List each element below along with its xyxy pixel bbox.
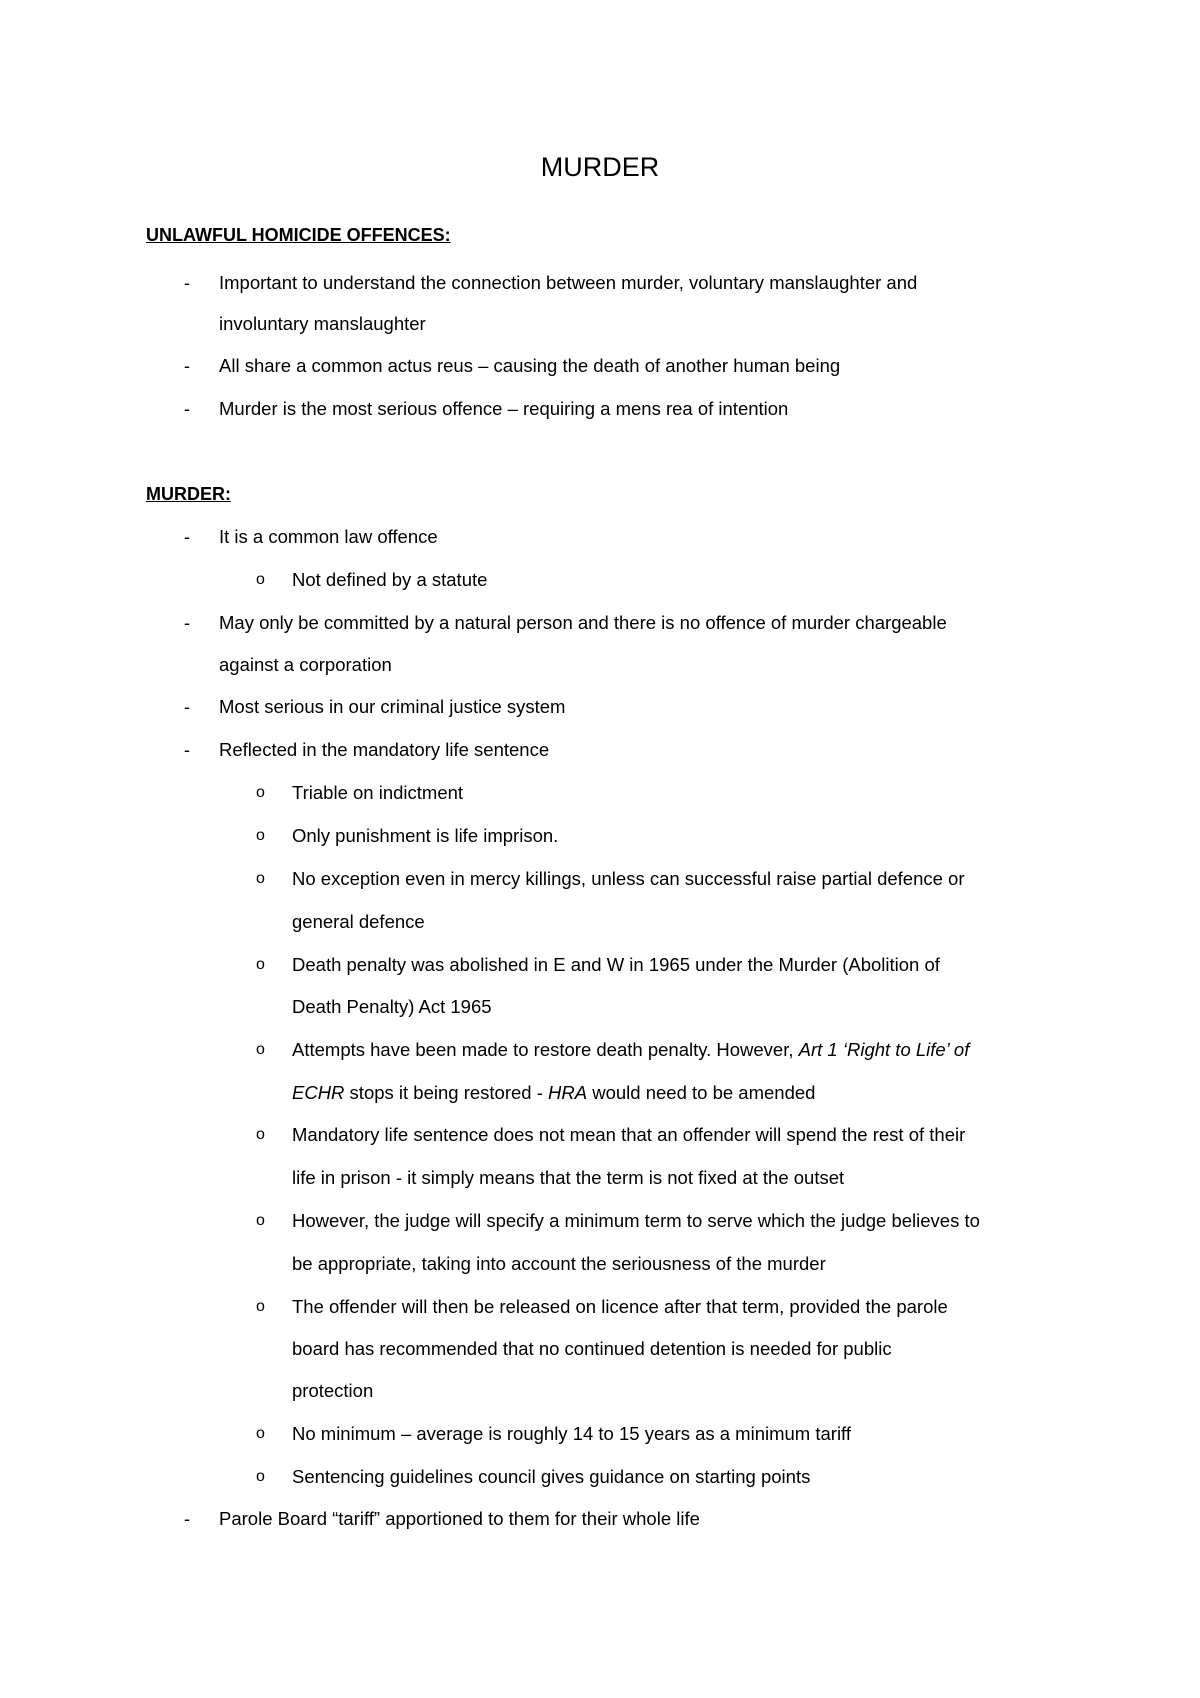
section-heading-unlawful-homicide: UNLAWFUL HOMICIDE OFFENCES:: [146, 225, 451, 245]
case-citation-art1: Art 1 ‘Right to Life’ of: [798, 1039, 970, 1060]
bullet-text: Reflected in the mandatory life sentence: [219, 739, 550, 760]
sub-bullet-text: board has recommended that no continued detention is needed for public: [292, 1338, 892, 1359]
dash-bullet: -: [184, 1509, 190, 1529]
text-run: Attempts have been made to restore death penalty. However,: [292, 1039, 799, 1060]
sub-bullet-text-mixed: [292, 1080, 815, 1106]
circle-bullet: o: [256, 784, 265, 801]
circle-bullet: o: [256, 827, 265, 844]
bullet-text: involuntary manslaughter: [219, 313, 426, 334]
sub-bullet-text: Not defined by a statute: [292, 569, 488, 590]
circle-bullet: o: [256, 1212, 265, 1229]
sub-bullet-text: No minimum – average is roughly 14 to 15 years as a minimum tariff: [292, 1423, 852, 1444]
page-title: MURDER: [540, 152, 660, 182]
dash-bullet: -: [184, 740, 190, 760]
dash-bullet: -: [184, 273, 190, 293]
text-run: would need to be amended: [587, 1082, 816, 1103]
sub-bullet-text: Sentencing guidelines council gives guidance on starting points: [292, 1466, 811, 1487]
circle-bullet: o: [256, 571, 265, 588]
sub-bullet-text: Death penalty was abolished in E and W in 1965 under the Murder (Abolition of: [292, 954, 940, 975]
dash-bullet: -: [184, 697, 190, 717]
circle-bullet: o: [256, 870, 265, 887]
bullet-text: against a corporation: [219, 654, 392, 675]
circle-bullet: o: [256, 956, 265, 973]
circle-bullet: o: [256, 1468, 265, 1485]
sub-bullet-text: life in prison - it simply means that the term is not fixed at the outset: [292, 1167, 845, 1188]
bullet-text: Murder is the most serious offence – requiring a mens rea of intention: [219, 398, 789, 419]
case-citation-hra: HRA: [548, 1082, 588, 1103]
circle-bullet: o: [256, 1425, 265, 1442]
sub-bullet-text: general defence: [292, 911, 425, 932]
sub-bullet-text: Death Penalty) Act 1965: [292, 996, 492, 1017]
sub-bullet-text: Mandatory life sentence does not mean that an offender will spend the rest of their: [292, 1124, 966, 1145]
sub-bullet-text: Triable on indictment: [292, 782, 464, 803]
section-heading-murder: MURDER:: [146, 484, 231, 504]
sub-bullet-text: No exception even in mercy killings, unless can successful raise partial defence or: [292, 868, 965, 889]
bullet-text: It is a common law offence: [219, 526, 438, 547]
sub-bullet-text: Only punishment is life imprison.: [292, 825, 559, 846]
dash-bullet: -: [184, 613, 190, 633]
bullet-text: All share a common actus reus – causing the death of another human being: [219, 355, 841, 376]
circle-bullet: o: [256, 1126, 265, 1143]
bullet-text: May only be committed by a natural person and there is no offence of murder chargeable: [219, 612, 947, 633]
dash-bullet: -: [184, 527, 190, 547]
sub-bullet-text: The offender will then be released on licence after that term, provided the parole: [292, 1296, 948, 1317]
circle-bullet: o: [256, 1298, 265, 1315]
bullet-text: Important to understand the connection between murder, voluntary manslaughter and: [219, 272, 918, 293]
sub-bullet-text: protection: [292, 1380, 374, 1401]
sub-bullet-text: be appropriate, taking into account the seriousness of the murder: [292, 1253, 826, 1274]
sub-bullet-text: However, the judge will specify a minimum term to serve which the judge believes to: [292, 1210, 980, 1231]
bullet-text: Parole Board “tariff” apportioned to them for their whole life: [219, 1508, 700, 1529]
dash-bullet: -: [184, 356, 190, 376]
sub-bullet-text-mixed: [292, 1037, 969, 1063]
circle-bullet: o: [256, 1041, 265, 1058]
text-run: stops it being restored -: [344, 1082, 549, 1103]
case-citation-echr: ECHR: [292, 1082, 345, 1103]
dash-bullet: -: [184, 399, 190, 419]
bullet-text: Most serious in our criminal justice system: [219, 696, 566, 717]
